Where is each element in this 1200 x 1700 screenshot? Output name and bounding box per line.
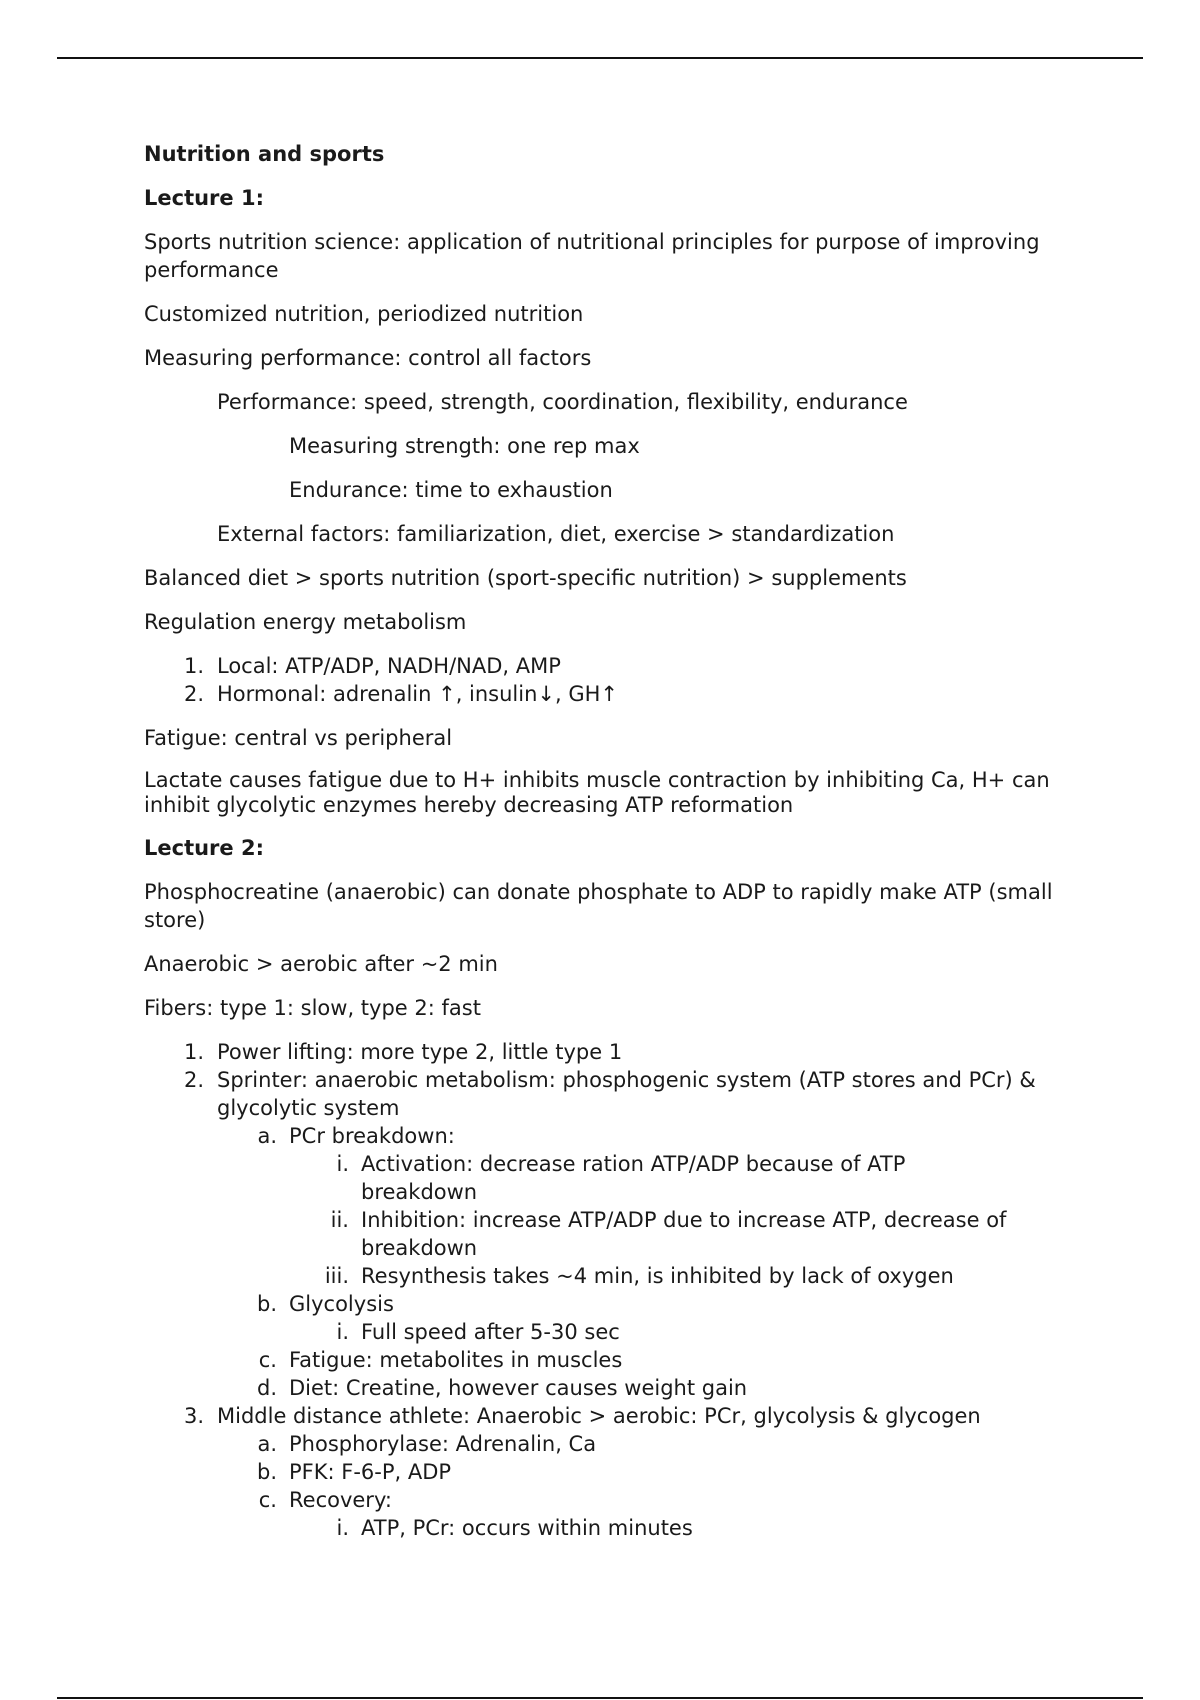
list-item [144, 1458, 1064, 1486]
indented-paragraph: Performance: speed, strength, coordination, flexibility, endurance [217, 390, 908, 414]
indented-paragraph: Endurance: time to exhaustion [289, 478, 613, 502]
footer-rule [57, 1697, 1143, 1699]
list-marker: i. [336, 1152, 349, 1176]
list-item [144, 1486, 1064, 1514]
list-marker: b. [256, 1292, 277, 1316]
list-item [144, 1262, 1064, 1290]
list-item [144, 1122, 1064, 1150]
list-marker: 2. [183, 1068, 204, 1092]
list-marker: a. [257, 1432, 277, 1456]
regulation-list [144, 652, 1064, 708]
list-item-text: Power lifting: more type 2, little type 1 [217, 1040, 623, 1064]
list-item-text: Middle distance athlete: Anaerobic > aerobic: PCr, glycolysis & glycogen [217, 1404, 981, 1428]
list-item [144, 1290, 1064, 1318]
paragraph: Anaerobic > aerobic after ~2 min [144, 952, 498, 976]
list-item-text: Hormonal: adrenalin ↑, insulin↓, GH↑ [217, 682, 619, 706]
indented-paragraph: Measuring strength: one rep max [289, 434, 640, 458]
list-item-text: Diet: Creatine, however causes weight gain [289, 1376, 748, 1400]
list-item-text: PFK: F-6-P, ADP [289, 1460, 452, 1484]
paragraph: Regulation energy metabolism [144, 610, 467, 634]
lecture-2-heading: Lecture 2: [144, 836, 264, 860]
list-item-text: Recovery: [289, 1488, 392, 1512]
list-item [144, 1374, 1064, 1402]
document-title: Nutrition and sports [144, 142, 385, 166]
paragraph: Balanced diet > sports nutrition (sport-specific nutrition) > supplements [144, 566, 907, 590]
list-marker: b. [256, 1460, 277, 1484]
list-item [144, 1430, 1064, 1458]
list-item-text: Sprinter: anaerobic metabolism: phosphogenic system (ATP stores and PCr) & glycolytic system [217, 1068, 1036, 1120]
list-item [144, 1402, 1064, 1430]
list-item [144, 1066, 1064, 1122]
list-item [144, 1514, 1064, 1542]
list-item [144, 1346, 1064, 1374]
list-marker: a. [257, 1124, 277, 1148]
paragraph: Customized nutrition, periodized nutrition [144, 302, 584, 326]
list-item [144, 1318, 1064, 1346]
header-rule [57, 57, 1143, 59]
list-marker: ii. [330, 1208, 349, 1232]
list-item [144, 680, 1064, 708]
list-marker: c. [258, 1348, 277, 1372]
list-item [144, 1150, 1064, 1206]
list-marker: i. [336, 1516, 349, 1540]
document-body [144, 140, 1064, 1558]
list-item [144, 1038, 1064, 1066]
paragraph: Fibers: type 1: slow, type 2: fast [144, 996, 481, 1020]
paragraph: Phosphocreatine (anaerobic) can donate phosphate to ADP to rapidly make ATP (small store) [144, 880, 1053, 932]
list-marker: 2. [183, 682, 204, 706]
paragraph: Measuring performance: control all factors [144, 346, 592, 370]
list-marker: 3. [183, 1404, 204, 1428]
list-item-text: Resynthesis takes ~4 min, is inhibited by lack of oxygen [361, 1264, 954, 1288]
list-item-text: Full speed after 5-30 sec [361, 1320, 620, 1344]
list-marker: 1. [183, 654, 204, 678]
list-item [144, 1206, 1064, 1262]
lecture-1-heading: Lecture 1: [144, 186, 264, 210]
list-marker: d. [256, 1376, 277, 1400]
list-item-text: Glycolysis [289, 1292, 394, 1316]
paragraph: Sports nutrition science: application of nutritional principles for purpose of improving performance [144, 230, 1040, 282]
list-item-text: Activation: decrease ration ATP/ADP because of ATP breakdown [361, 1152, 906, 1204]
list-item [144, 652, 1064, 680]
list-item-text: PCr breakdown: [289, 1124, 455, 1148]
paragraph: Lactate causes fatigue due to H+ inhibits muscle contraction by inhibiting Ca, H+ can inhibit glycolytic enzymes hereby decreasing ATP reformation [144, 768, 1050, 817]
list-marker: c. [258, 1488, 277, 1512]
list-item-text: Local: ATP/ADP, NADH/NAD, AMP [217, 654, 561, 678]
list-item-text: Fatigue: metabolites in muscles [289, 1348, 623, 1372]
list-marker: i. [336, 1320, 349, 1344]
list-marker: 1. [183, 1040, 204, 1064]
list-item-text: Phosphorylase: Adrenalin, Ca [289, 1432, 597, 1456]
indented-paragraph: External factors: familiarization, diet, exercise > standardization [217, 522, 895, 546]
list-item-text: ATP, PCr: occurs within minutes [361, 1516, 693, 1540]
list-item-text: Inhibition: increase ATP/ADP due to increase ATP, decrease of breakdown [361, 1208, 1007, 1260]
list-marker: iii. [324, 1264, 349, 1288]
fiber-list [144, 1038, 1064, 1542]
paragraph: Fatigue: central vs peripheral [144, 726, 453, 750]
